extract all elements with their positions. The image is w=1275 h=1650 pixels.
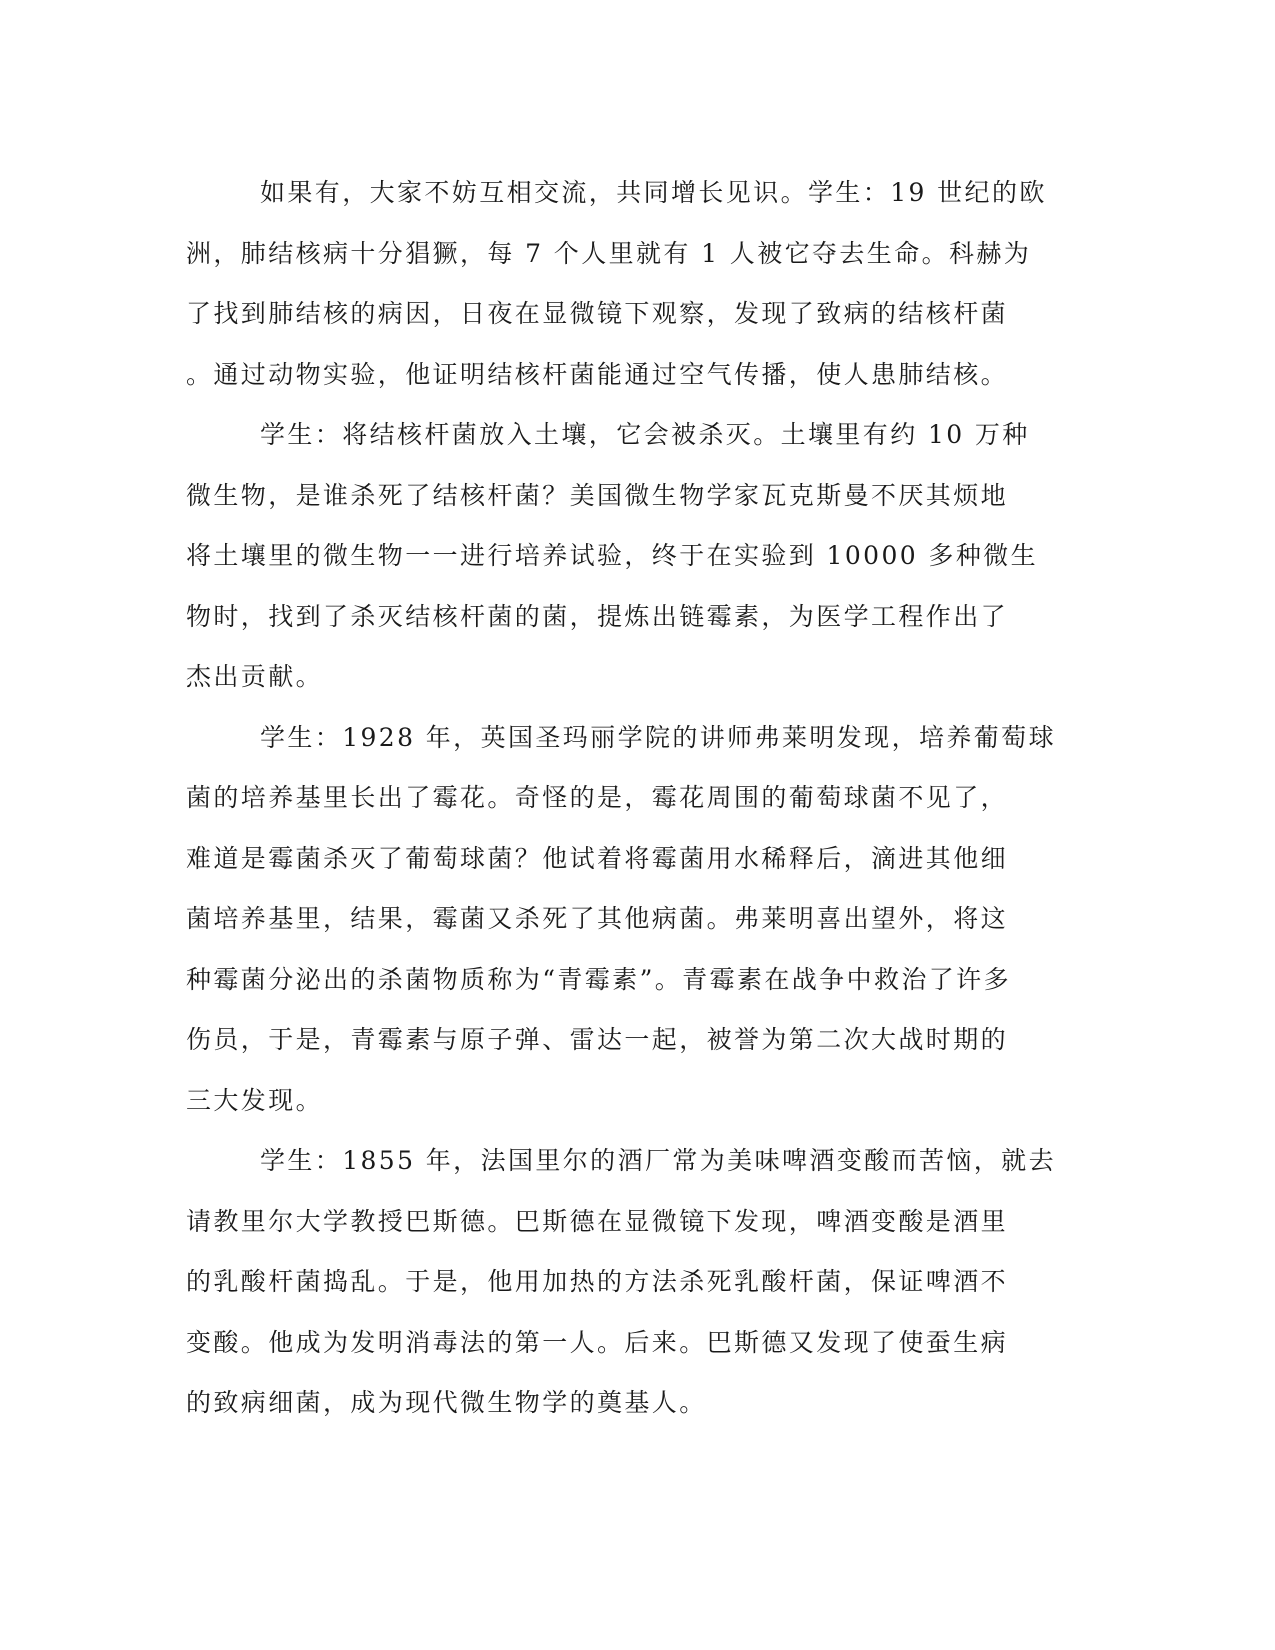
text-line: 的乳酸杆菌捣乱。于是，他用加热的方法杀死乳酸杆菌，保证啤酒不 bbox=[186, 1267, 1009, 1296]
text-line: 种霉菌分泌出的杀菌物质称为“青霉素”。青霉素在战争中救治了许多 bbox=[186, 964, 1011, 994]
text-line: 物时，找到了杀灭结核杆菌的菌，提炼出链霉素，为医学工程作出了 bbox=[186, 601, 1009, 631]
paragraph bbox=[186, 163, 1066, 405]
text-line: 的致病细菌，成为现代微生物学的奠基人。 bbox=[186, 1388, 707, 1417]
paragraph bbox=[186, 708, 1066, 1132]
text-line: 洲，肺结核病十分猖獗，每 7 个人里就有 1 人被它夺去生命。科赫为 bbox=[186, 238, 1032, 268]
text-line: 如果有，大家不妨互相交流，共同增长见识。学生：19 世纪的欧 bbox=[260, 178, 1047, 207]
document-body bbox=[186, 163, 1066, 1434]
text-line: 请教里尔大学教授巴斯德。巴斯德在显微镜下发现，啤酒变酸是酒里 bbox=[186, 1206, 1009, 1236]
paragraph bbox=[186, 1131, 1066, 1434]
text-line: 难道是霉菌杀灭了葡萄球菌？他试着将霉菌用水稀释后，滴进其他细 bbox=[186, 843, 1009, 873]
text-line: 菌培养基里，结果，霉菌又杀死了其他病菌。弗莱明喜出望外，将这 bbox=[186, 904, 1009, 933]
text-line: 三大发现。 bbox=[186, 1085, 324, 1115]
text-line: 变酸。他成为发明消毒法的第一人。后来。巴斯德又发现了使蚕生病 bbox=[186, 1327, 1009, 1357]
text-line: 了找到肺结核的病因，日夜在显微镜下观察，发现了致病的结核杆菌 bbox=[186, 299, 1009, 328]
text-line: 微生物，是谁杀死了结核杆菌？美国微生物学家瓦克斯曼不厌其烦地 bbox=[186, 480, 1009, 510]
text-line: 杰出贡献。 bbox=[186, 662, 324, 691]
paragraph bbox=[186, 405, 1066, 708]
text-line: 学生：将结核杆菌放入土壤，它会被杀灭。土壤里有约 10 万种 bbox=[260, 420, 1030, 449]
text-line: 学生：1928 年，英国圣玛丽学院的讲师弗莱明发现，培养葡萄球 bbox=[260, 722, 1056, 752]
text-line: 学生：1855 年，法国里尔的酒厂常为美味啤酒变酸而苦恼，就去 bbox=[260, 1146, 1056, 1175]
text-line: 。通过动物实验，他证明结核杆菌能通过空气传播，使人患肺结核。 bbox=[186, 359, 1009, 389]
text-line: 将土壤里的微生物一一进行培养试验，终于在实验到 10000 多种微生 bbox=[186, 541, 1039, 570]
text-line: 伤员，于是，青霉素与原子弹、雷达一起，被誉为第二次大战时期的 bbox=[186, 1025, 1009, 1054]
text-line: 菌的培养基里长出了霉花。奇怪的是，霉花周围的葡萄球菌不见了， bbox=[186, 783, 1009, 812]
